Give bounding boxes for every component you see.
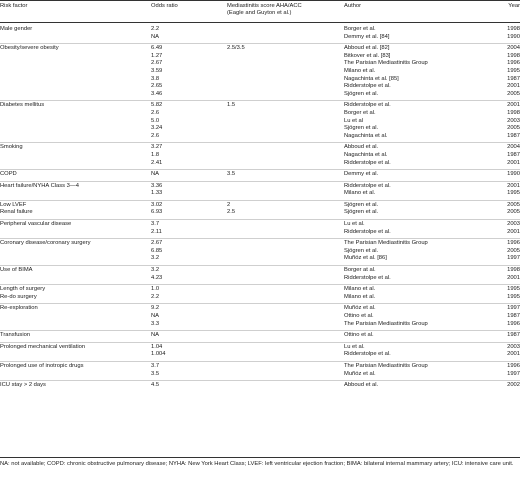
author-cell: The Parisian Mediastinitis Group [344, 320, 428, 327]
table-row [0, 76, 520, 84]
year-cell: 1987 [507, 151, 520, 158]
odds-ratio-cell: 3.46 [151, 90, 163, 97]
column-header-risk-factor: Risk factor [0, 3, 28, 9]
year-cell: 2002 [507, 382, 520, 389]
year-cell: 1996 [507, 60, 520, 67]
author-cell: Lu et al. [344, 221, 365, 228]
odds-ratio-cell: 1.004 [151, 351, 166, 358]
year-cell: 2005 [507, 247, 520, 254]
risk-factor-cell: Re-do surgery [0, 293, 37, 300]
author-cell: The Parisian Mediastinitis Group [344, 60, 428, 67]
table-row [0, 83, 520, 91]
group-divider [0, 169, 520, 170]
score-cell: 2.5/3.5 [227, 45, 245, 52]
score-header-line2: (Eagle and Guyton et al.) [227, 10, 292, 16]
author-cell: Abboud et al. [344, 144, 379, 151]
group-divider [0, 100, 520, 101]
risk-factor-cell: ICU stay > 2 days [0, 382, 46, 389]
table-row [0, 240, 520, 248]
author-cell: Ridderstolpe et al. [344, 83, 391, 90]
year-cell: 2001 [507, 274, 520, 281]
table-row [0, 45, 520, 53]
table-row [0, 190, 520, 198]
table-row [0, 152, 520, 160]
year-cell: 1995 [507, 67, 520, 74]
odds-ratio-cell: 3.36 [151, 182, 163, 189]
odds-ratio-cell: 6.85 [151, 247, 163, 254]
author-cell: Ottino et al. [344, 332, 374, 339]
odds-ratio-cell: 2.67 [151, 60, 163, 67]
year-cell: 1997 [507, 370, 520, 377]
table-top-rule [0, 0, 520, 1]
odds-ratio-cell: 3.8 [151, 75, 160, 82]
author-cell: Sjögren et al. [344, 209, 379, 216]
row-group [0, 240, 520, 263]
odds-ratio-cell: 2.11 [151, 228, 162, 235]
year-cell: 2001 [507, 182, 520, 189]
odds-ratio-cell: 3.7 [151, 362, 160, 369]
risk-factor-cell: Prolonged use of inotropic drugs [0, 362, 84, 369]
group-divider [0, 342, 520, 343]
table-row [0, 267, 520, 275]
author-cell: Muñóz et al. [344, 370, 376, 377]
author-cell: Borger et al. [344, 109, 376, 116]
header-rule [0, 22, 520, 23]
table-row [0, 102, 520, 110]
table-footnote: NA: not available; COPD: chronic obstructive pulmonary disease; NYHA: New York Heart Class; LVEF: left ventricular ejection fraction; BIMA: bilateral internal mammary artery; ICU: intensive care unit. [0, 461, 514, 467]
table-row [0, 171, 520, 179]
odds-ratio-cell: 3.59 [151, 67, 163, 74]
author-cell: Ridderstolpe et al. [344, 274, 391, 281]
odds-ratio-cell: 3.7 [151, 221, 160, 228]
risk-factor-cell: Obesity/severe obesity [0, 45, 59, 52]
year-cell: 2001 [507, 102, 520, 109]
year-cell: 1987 [507, 332, 520, 339]
risk-factor-cell: Smoking [0, 144, 23, 151]
odds-ratio-cell: 3.2 [151, 267, 160, 274]
row-group [0, 144, 520, 167]
table-row [0, 275, 520, 283]
odds-ratio-cell: 3.5 [151, 370, 160, 377]
odds-ratio-cell: 5.82 [151, 102, 163, 109]
year-cell: 1997 [507, 255, 520, 262]
score-cell: 3.5 [227, 171, 236, 178]
row-group [0, 183, 520, 198]
group-divider [0, 265, 520, 266]
author-cell: Muñóz et al. [86] [344, 255, 387, 262]
year-cell: 2005 [507, 125, 520, 132]
table-row [0, 160, 520, 168]
year-cell: 1995 [507, 286, 520, 293]
table-row [0, 221, 520, 229]
risk-factor-cell: Prolonged mechanical ventilation [0, 343, 86, 350]
author-cell: The Parisian Mediastinitis Group [344, 240, 428, 247]
risk-factor-cell: COPD [0, 171, 17, 178]
odds-ratio-cell: 1.0 [151, 286, 160, 293]
row-group [0, 344, 520, 359]
odds-ratio-cell: 3.27 [151, 144, 163, 151]
row-group [0, 102, 520, 140]
table-row [0, 60, 520, 68]
author-cell: Lu et al. [344, 343, 365, 350]
table-row [0, 144, 520, 152]
author-cell: Nagachinta et al. [344, 132, 388, 139]
row-group [0, 363, 520, 378]
group-divider [0, 303, 520, 304]
table-row [0, 286, 520, 294]
author-cell: Sjögren et al. [344, 247, 379, 254]
row-group [0, 286, 520, 301]
score-cell: 2 [227, 201, 231, 208]
year-cell: 2005 [507, 90, 520, 97]
table-row [0, 183, 520, 191]
year-cell: 1996 [507, 240, 520, 247]
odds-ratio-cell: 6.49 [151, 45, 163, 52]
author-cell: Ridderstolpe et al. [344, 159, 391, 166]
odds-ratio-cell: NA [151, 332, 160, 339]
group-divider [0, 142, 520, 143]
risk-factor-cell: Heart failure/NYHA Class 3—4 [0, 182, 79, 189]
table-row [0, 255, 520, 263]
score-header-line1: Mediastinitis score AHA/ACC [227, 3, 302, 9]
year-cell: 2005 [507, 209, 520, 216]
risk-factor-cell: Re-exploration [0, 305, 38, 312]
odds-ratio-cell: 1.33 [151, 190, 163, 197]
row-group [0, 45, 520, 98]
row-group [0, 171, 520, 179]
year-cell: 1990 [507, 171, 520, 178]
year-cell: 2003 [507, 343, 520, 350]
group-divider [0, 219, 520, 220]
year-cell: 2001 [507, 228, 520, 235]
row-group [0, 26, 520, 41]
year-cell: 2001 [507, 159, 520, 166]
odds-ratio-cell: 9.2 [151, 305, 160, 312]
table-row [0, 344, 520, 352]
author-cell: Nagachinta et al. [85] [344, 75, 399, 82]
author-cell: Nagachinta et al. [344, 151, 388, 158]
author-cell: Muñóz et al. [344, 305, 376, 312]
author-cell: Ridderstolpe et al. [344, 182, 391, 189]
row-group [0, 332, 520, 340]
year-cell: 2004 [507, 144, 520, 151]
table-row [0, 110, 520, 118]
author-cell: The Parisian Mediastinitis Group [344, 362, 428, 369]
author-cell: Abboud et al. [82] [344, 45, 390, 52]
odds-ratio-cell: 2.65 [151, 83, 163, 90]
author-cell: Ridderstolpe et al. [344, 351, 391, 358]
risk-factor-cell: Low LVEF [0, 201, 27, 208]
column-header-author: Author [344, 3, 362, 9]
table-row [0, 202, 520, 210]
row-group [0, 305, 520, 328]
year-cell: 2005 [507, 201, 520, 208]
odds-ratio-cell: NA [151, 33, 160, 40]
author-cell: Sjögren et al. [344, 125, 379, 132]
author-cell: Demmy et al. [84] [344, 33, 390, 40]
table-body [0, 26, 520, 390]
year-cell: 1996 [507, 362, 520, 369]
odds-ratio-cell: NA [151, 171, 160, 178]
odds-ratio-cell: 2.6 [151, 132, 160, 139]
table-row [0, 118, 520, 126]
table-row [0, 34, 520, 42]
odds-ratio-cell: 4.5 [151, 382, 160, 389]
year-cell: 1995 [507, 293, 520, 300]
year-cell: 2003 [507, 221, 520, 228]
group-divider [0, 43, 520, 44]
table-row [0, 229, 520, 237]
table-row [0, 26, 520, 34]
risk-factor-cell: Male gender [0, 26, 33, 32]
odds-ratio-cell: 1.04 [151, 343, 163, 350]
year-cell: 1987 [507, 132, 520, 139]
year-cell: 1998 [507, 267, 520, 274]
author-cell: Milano et al. [344, 190, 376, 197]
author-cell: Demmy et al. [344, 171, 379, 178]
author-cell: Lu et al [344, 117, 364, 124]
year-cell: 2001 [507, 83, 520, 90]
year-cell: 1990 [507, 33, 520, 40]
row-group [0, 267, 520, 282]
column-header-year: Year [508, 3, 520, 9]
odds-ratio-cell: 3.3 [151, 320, 160, 327]
odds-ratio-cell: 2.6 [151, 109, 160, 116]
row-group [0, 221, 520, 236]
author-cell: Ottino et al. [344, 313, 374, 319]
table-row [0, 382, 520, 390]
score-cell: 1.5 [227, 102, 236, 109]
column-header-mediastinitis-score [227, 3, 302, 17]
table-row [0, 305, 520, 313]
group-divider [0, 361, 520, 362]
author-cell: Borger et al. [344, 26, 376, 32]
odds-ratio-cell: 5.0 [151, 117, 160, 124]
odds-ratio-cell: 2.2 [151, 293, 160, 300]
odds-ratio-cell: 1.8 [151, 151, 160, 158]
table-row [0, 332, 520, 340]
risk-factor-cell: Coronary disease/coronary surgery [0, 240, 91, 247]
year-cell: 1998 [507, 26, 520, 32]
group-divider [0, 380, 520, 381]
risk-factor-cell: Use of BIMA [0, 267, 33, 274]
odds-ratio-cell: 3.24 [151, 125, 163, 132]
odds-ratio-cell: 3.2 [151, 255, 160, 262]
group-divider [0, 238, 520, 239]
author-cell: Milano et al. [344, 67, 376, 74]
odds-ratio-cell: 2.2 [151, 26, 160, 32]
table-row [0, 91, 520, 99]
author-cell: Borger at al. [344, 267, 376, 274]
table-bottom-rule [0, 457, 520, 458]
table-row [0, 125, 520, 133]
odds-ratio-cell: 6.93 [151, 209, 163, 216]
author-cell: Bitkover et al. [83] [344, 52, 391, 59]
odds-ratio-cell: 3.02 [151, 201, 163, 208]
year-cell: 1995 [507, 190, 520, 197]
score-cell: 2.5 [227, 209, 236, 216]
table-row [0, 53, 520, 61]
group-divider [0, 330, 520, 331]
year-cell: 1987 [507, 313, 520, 319]
year-cell: 1998 [507, 52, 520, 59]
author-cell: Milano et al. [344, 293, 376, 300]
year-cell: 2003 [507, 117, 520, 124]
author-cell: Ridderstolpe et al. [344, 228, 391, 235]
author-cell: Sjögren et al. [344, 201, 379, 208]
author-cell: Sjögren et al. [344, 90, 379, 97]
risk-factor-cell: Renal failure [0, 209, 33, 216]
risk-factor-cell: Length of surgery [0, 286, 46, 293]
table-row [0, 68, 520, 76]
year-cell: 1998 [507, 109, 520, 116]
table-row [0, 209, 520, 217]
risk-factor-cell: Diabetes mellitus [0, 102, 45, 109]
table-row [0, 351, 520, 359]
author-cell: Abboud et al. [344, 382, 379, 389]
table-row [0, 294, 520, 302]
year-cell: 1996 [507, 320, 520, 327]
table-row [0, 363, 520, 371]
odds-ratio-cell: 1.27 [151, 52, 163, 59]
year-cell: 2004 [507, 45, 520, 52]
year-cell: 1997 [507, 305, 520, 312]
group-divider [0, 200, 520, 201]
row-group [0, 202, 520, 217]
table-row [0, 313, 520, 321]
row-group [0, 382, 520, 390]
table-row [0, 248, 520, 256]
column-header-odds-ratio: Odds ratio [151, 3, 178, 9]
author-cell: Ridderstolpe et al. [344, 102, 391, 109]
odds-ratio-cell: 2.67 [151, 240, 163, 247]
risk-factor-cell: Peripheral vascular disease [0, 221, 72, 228]
table-row [0, 133, 520, 141]
odds-ratio-cell: 4.23 [151, 274, 163, 281]
author-cell: Milano et al. [344, 286, 376, 293]
group-divider [0, 284, 520, 285]
table-row [0, 371, 520, 379]
odds-ratio-cell: NA [151, 313, 160, 319]
odds-ratio-cell: 2.41 [151, 159, 163, 166]
year-cell: 2001 [507, 351, 520, 358]
group-divider [0, 181, 520, 182]
year-cell: 1987 [507, 75, 520, 82]
risk-factor-cell: Transfusion [0, 332, 31, 339]
table-row [0, 321, 520, 329]
